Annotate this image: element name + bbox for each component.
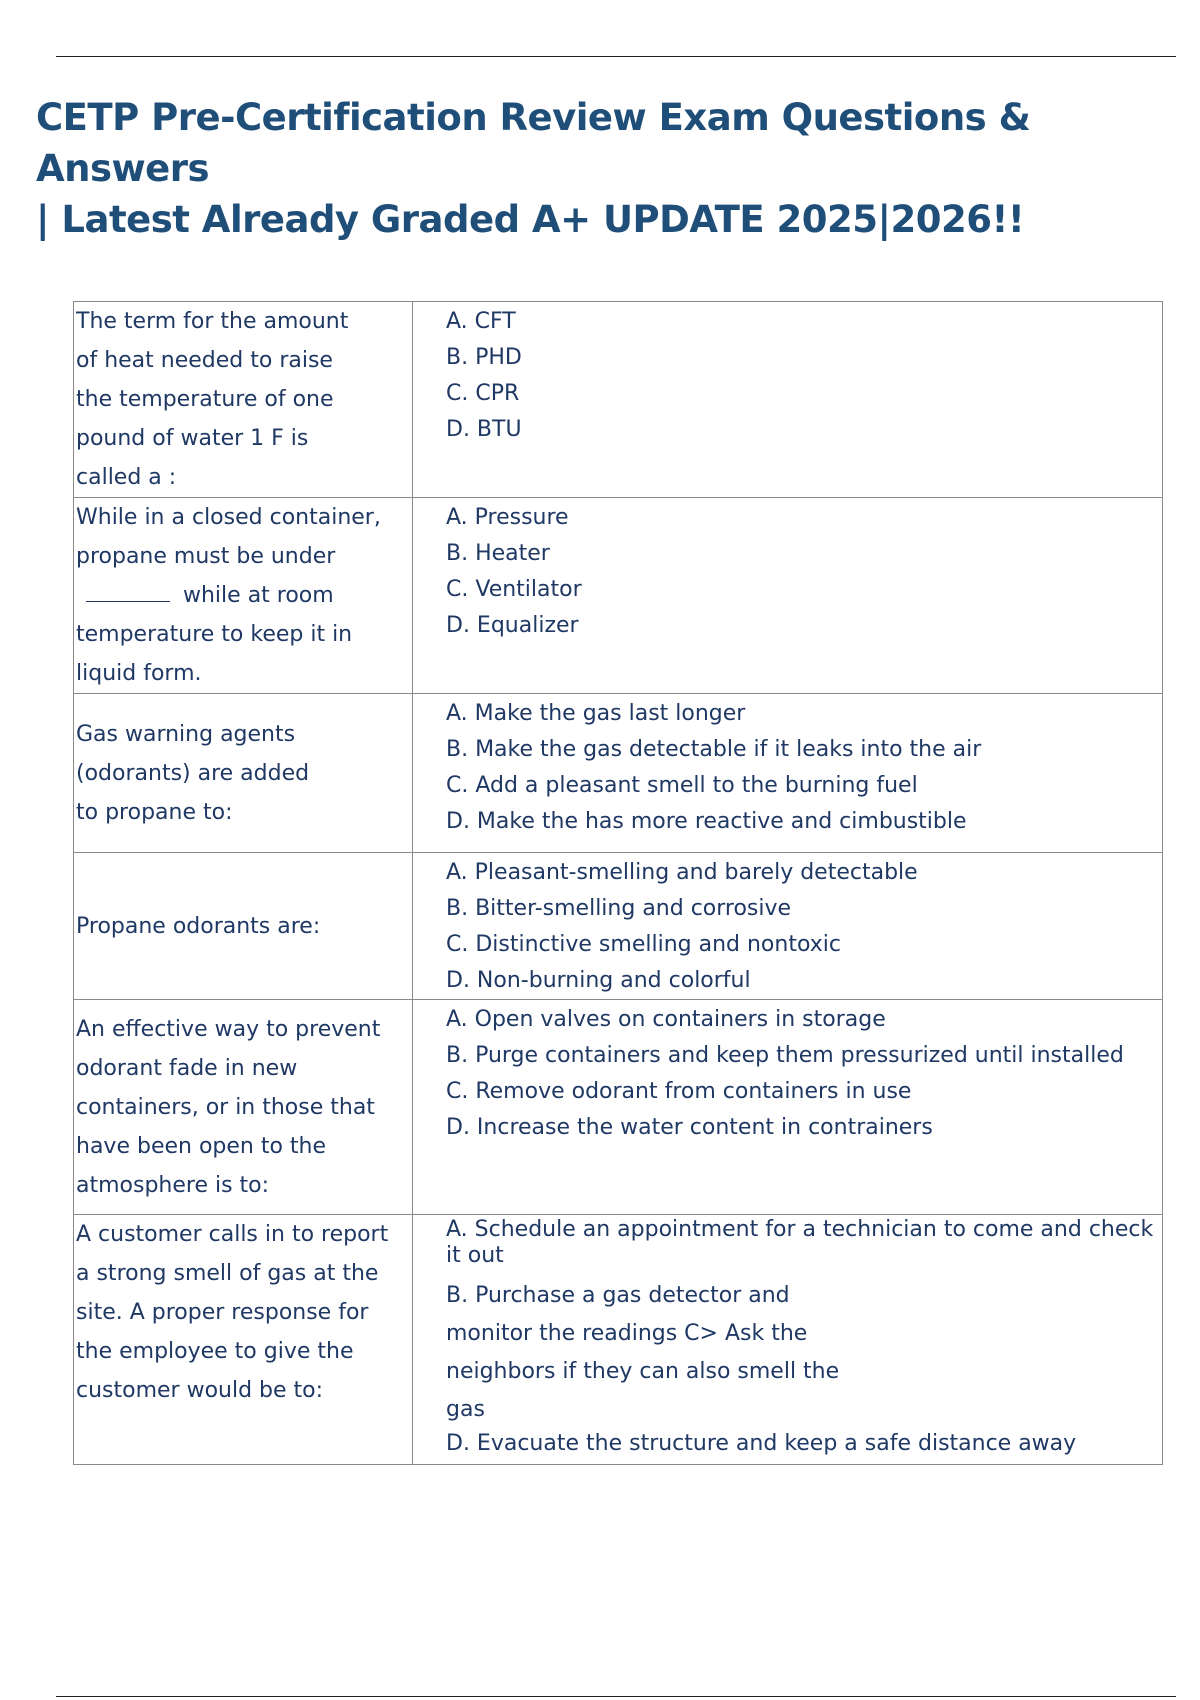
question-cell bbox=[74, 694, 413, 853]
question-text: Gas warning agents (odorants) are added to propane to: bbox=[76, 721, 310, 825]
answer-cell bbox=[413, 1000, 1163, 1215]
question-text: Propane odorants are: bbox=[76, 913, 321, 939]
table-row bbox=[74, 498, 1163, 694]
answer-cell bbox=[413, 498, 1163, 694]
question-text: An effective way to prevent odorant fade in new containers, or in those that have been open to the atmosphere is to: bbox=[76, 1016, 381, 1198]
table-row bbox=[74, 1215, 1163, 1465]
option-c: C. Add a pleasant smell to the burning fuel bbox=[446, 773, 918, 798]
option-a: A. Pressure bbox=[446, 505, 569, 530]
option-d: D. BTU bbox=[446, 417, 522, 442]
question-cell bbox=[74, 853, 413, 1000]
option-b: B. Purge containers and keep them pressurized until installed bbox=[446, 1043, 1124, 1068]
question-text: The term for the amount of heat needed to raise the temperature of one pound of water 1 F is called a : bbox=[76, 309, 349, 490]
option-b: B. Heater bbox=[446, 541, 550, 566]
option-a: A. Schedule an appointment for a technician to come and check it out bbox=[446, 1217, 1154, 1268]
option-c: C. Remove odorant from containers in use bbox=[446, 1079, 912, 1104]
option-d: D. Non-burning and colorful bbox=[446, 968, 751, 993]
question-text-before-blank: While in a closed container, propane must be under bbox=[76, 505, 381, 569]
table-row bbox=[74, 302, 1163, 498]
question-text-after-blank: while at room temperature to keep it in liquid form. bbox=[76, 583, 353, 686]
question-text: A customer calls in to report a strong smell of gas at the site. A proper response for the employee to give the customer would be to: bbox=[76, 1222, 389, 1403]
title-line-1: CETP Pre-Certification Review Exam Questions & Answers bbox=[36, 96, 1031, 190]
title-line-2: | Latest Already Graded A+ UPDATE 2025|2026!! bbox=[36, 198, 1025, 241]
qa-table bbox=[73, 301, 1163, 1465]
option-d: D. Make the has more reactive and cimbustible bbox=[446, 809, 967, 834]
option-c: C. CPR bbox=[446, 381, 520, 406]
option-c: C. Ventilator bbox=[446, 577, 582, 602]
answer-cell bbox=[413, 694, 1163, 853]
table-row bbox=[74, 853, 1163, 1000]
option-b: B. PHD bbox=[446, 345, 522, 370]
answer-cell bbox=[413, 1215, 1163, 1465]
option-b: B. Bitter-smelling and corrosive bbox=[446, 896, 792, 921]
option-a: A. CFT bbox=[446, 309, 516, 334]
question-cell bbox=[74, 302, 413, 498]
option-a: A. Make the gas last longer bbox=[446, 701, 746, 726]
option-a: A. Open valves on containers in storage bbox=[446, 1007, 886, 1032]
table-row bbox=[74, 1000, 1163, 1215]
bottom-rule bbox=[56, 1696, 1176, 1697]
top-rule bbox=[56, 56, 1176, 57]
option-d: D. Evacuate the structure and keep a safe distance away bbox=[446, 1431, 1077, 1456]
answer-cell bbox=[413, 853, 1163, 1000]
option-b: B. Make the gas detectable if it leaks into the air bbox=[446, 737, 982, 762]
fill-in-blank bbox=[86, 583, 170, 602]
option-c: C. Distinctive smelling and nontoxic bbox=[446, 932, 841, 957]
document-title bbox=[36, 92, 1166, 245]
question-cell bbox=[74, 1000, 413, 1215]
question-cell bbox=[74, 498, 413, 694]
question-cell bbox=[74, 1215, 413, 1465]
question-text bbox=[76, 498, 386, 693]
option-d: D. Increase the water content in contrainers bbox=[446, 1115, 933, 1140]
table-row bbox=[74, 694, 1163, 853]
option-d: D. Equalizer bbox=[446, 613, 579, 638]
option-b: B. Purchase a gas detector and monitor the readings C> Ask the neighbors if they can also smell the gas bbox=[446, 1283, 840, 1422]
answer-cell bbox=[413, 302, 1163, 498]
option-a: A. Pleasant-smelling and barely detectable bbox=[446, 860, 918, 885]
